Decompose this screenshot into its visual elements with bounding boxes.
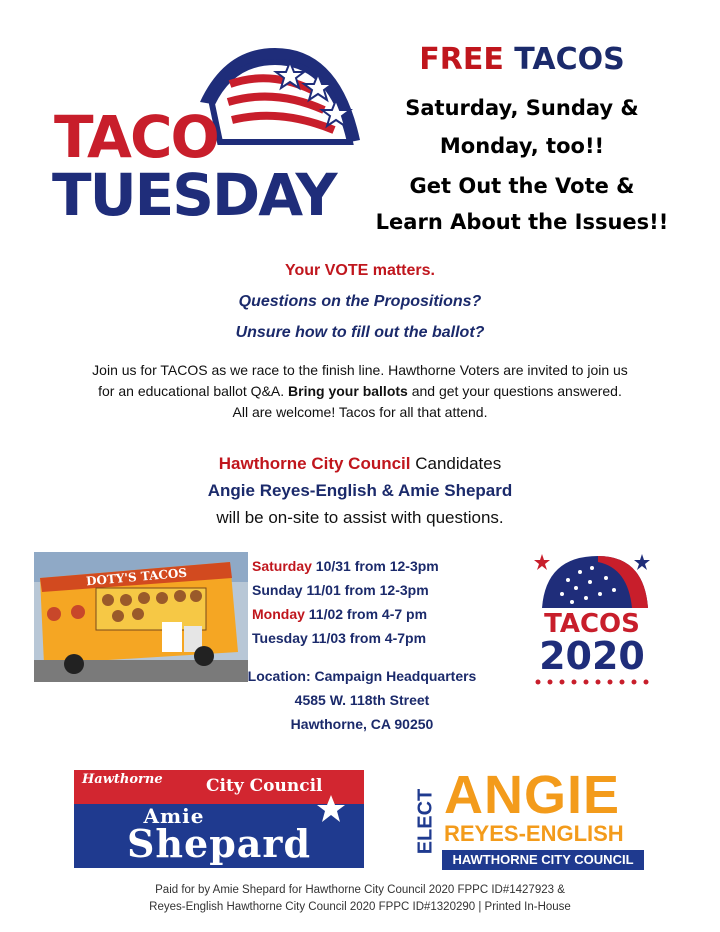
schedule-day: Monday <box>252 606 305 622</box>
free-tacos-heading <box>372 40 672 80</box>
location-street: 4585 W. 118th Street <box>294 692 430 708</box>
paragraph-line-2-pre: for an educational ballot Q&A. <box>98 383 289 399</box>
taco-word: TACO <box>54 103 218 171</box>
council-candidates-line <box>0 454 720 474</box>
disclosure-footer <box>0 882 720 916</box>
question-propositions: Questions on the Propositions? <box>238 293 482 310</box>
gotv-line-2: Learn About the Issues!! <box>375 210 669 234</box>
vote-matters: Your VOTE matters. <box>285 262 435 279</box>
tacos-2020-word: TACOS <box>544 609 640 639</box>
angie-elect-text: ELECT <box>414 788 437 855</box>
footer-line-2: Reyes-English Hawthorne City Council 2020 FPPC ID#1320290 | Printed In-House <box>149 901 571 913</box>
free-word: FREE <box>419 42 504 77</box>
candidates-note: will be on-site to assist with questions. <box>216 508 504 527</box>
shepard-campaign-sign <box>74 770 364 868</box>
angie-campaign-sign <box>414 765 644 872</box>
schedule-detail: 11/01 from 12-3pm <box>302 582 429 598</box>
shepard-sign-hawthorne: Hawthorne <box>82 772 163 787</box>
candidate-names: Angie Reyes-English & Amie Shepard <box>207 481 513 500</box>
schedule-detail: 11/03 from 4-7pm <box>307 630 427 646</box>
schedule-day: Tuesday <box>252 630 308 646</box>
invitation-paragraph <box>0 360 720 423</box>
days-line-1: Saturday, Sunday & <box>405 96 639 120</box>
days-line-2: Monday, too!! <box>439 134 605 158</box>
paragraph-line-2-post: and get your questions answered. <box>407 383 622 399</box>
paragraph-line-1: Join us for TACOS as we race to the finish line. Hawthorne Voters are invited to join us <box>92 362 628 378</box>
angie-last-name: REYES-ENGLISH <box>444 821 624 846</box>
schedule-day: Saturday <box>252 558 312 574</box>
schedule-item-monday <box>252 602 472 626</box>
council-name: Hawthorne City Council <box>218 454 411 473</box>
shepard-first-name: Amie <box>143 804 205 828</box>
food-truck-photo <box>34 552 248 682</box>
gotv-line-1: Get Out the Vote & <box>409 174 635 198</box>
tacos-2020-year: 2020 <box>539 634 645 678</box>
paragraph-line-3: All are welcome! Tacos for all that attend. <box>232 404 488 420</box>
location-block <box>232 664 492 736</box>
shepard-sign-council: City Council <box>206 776 323 796</box>
schedule-item-tuesday <box>252 626 472 650</box>
shepard-last-name: Shepard <box>126 821 312 866</box>
schedule-day: Sunday <box>252 582 303 598</box>
footer-line-1: Paid for by Amie Shepard for Hawthorne City Council 2020 FPPC ID#1427923 & <box>155 884 565 896</box>
angie-first-name: ANGIE <box>444 765 621 825</box>
truck-sign-text: DOTY'S TACOS <box>85 565 188 589</box>
schedule-detail: 11/02 from 4-7 pm <box>304 606 428 622</box>
angie-elect-label <box>414 774 436 866</box>
paragraph-line-2-bold: Bring your ballots <box>288 383 408 399</box>
location-title: Location: Campaign Headquarters <box>247 668 477 684</box>
schedule-item-sunday <box>252 578 472 602</box>
shepard-star-icon <box>316 794 346 824</box>
tuesday-word: TUESDAY <box>52 161 336 229</box>
candidates-word: Candidates <box>410 454 502 473</box>
schedule-detail: 10/31 from 12-3pm <box>311 558 439 574</box>
question-ballot: Unsure how to fill out the ballot? <box>235 324 485 341</box>
headline-block <box>372 40 672 238</box>
taco-tuesday-logo <box>50 40 360 240</box>
tacos-2020-logo <box>528 550 656 690</box>
tacos-word: TACOS <box>514 42 625 77</box>
angie-council-bar: HAWTHORNE CITY COUNCIL <box>442 850 644 870</box>
schedule-item-saturday <box>252 554 472 578</box>
schedule-list <box>252 554 472 650</box>
location-city: Hawthorne, CA 90250 <box>290 716 434 732</box>
paragraph-line-2 <box>0 381 720 402</box>
